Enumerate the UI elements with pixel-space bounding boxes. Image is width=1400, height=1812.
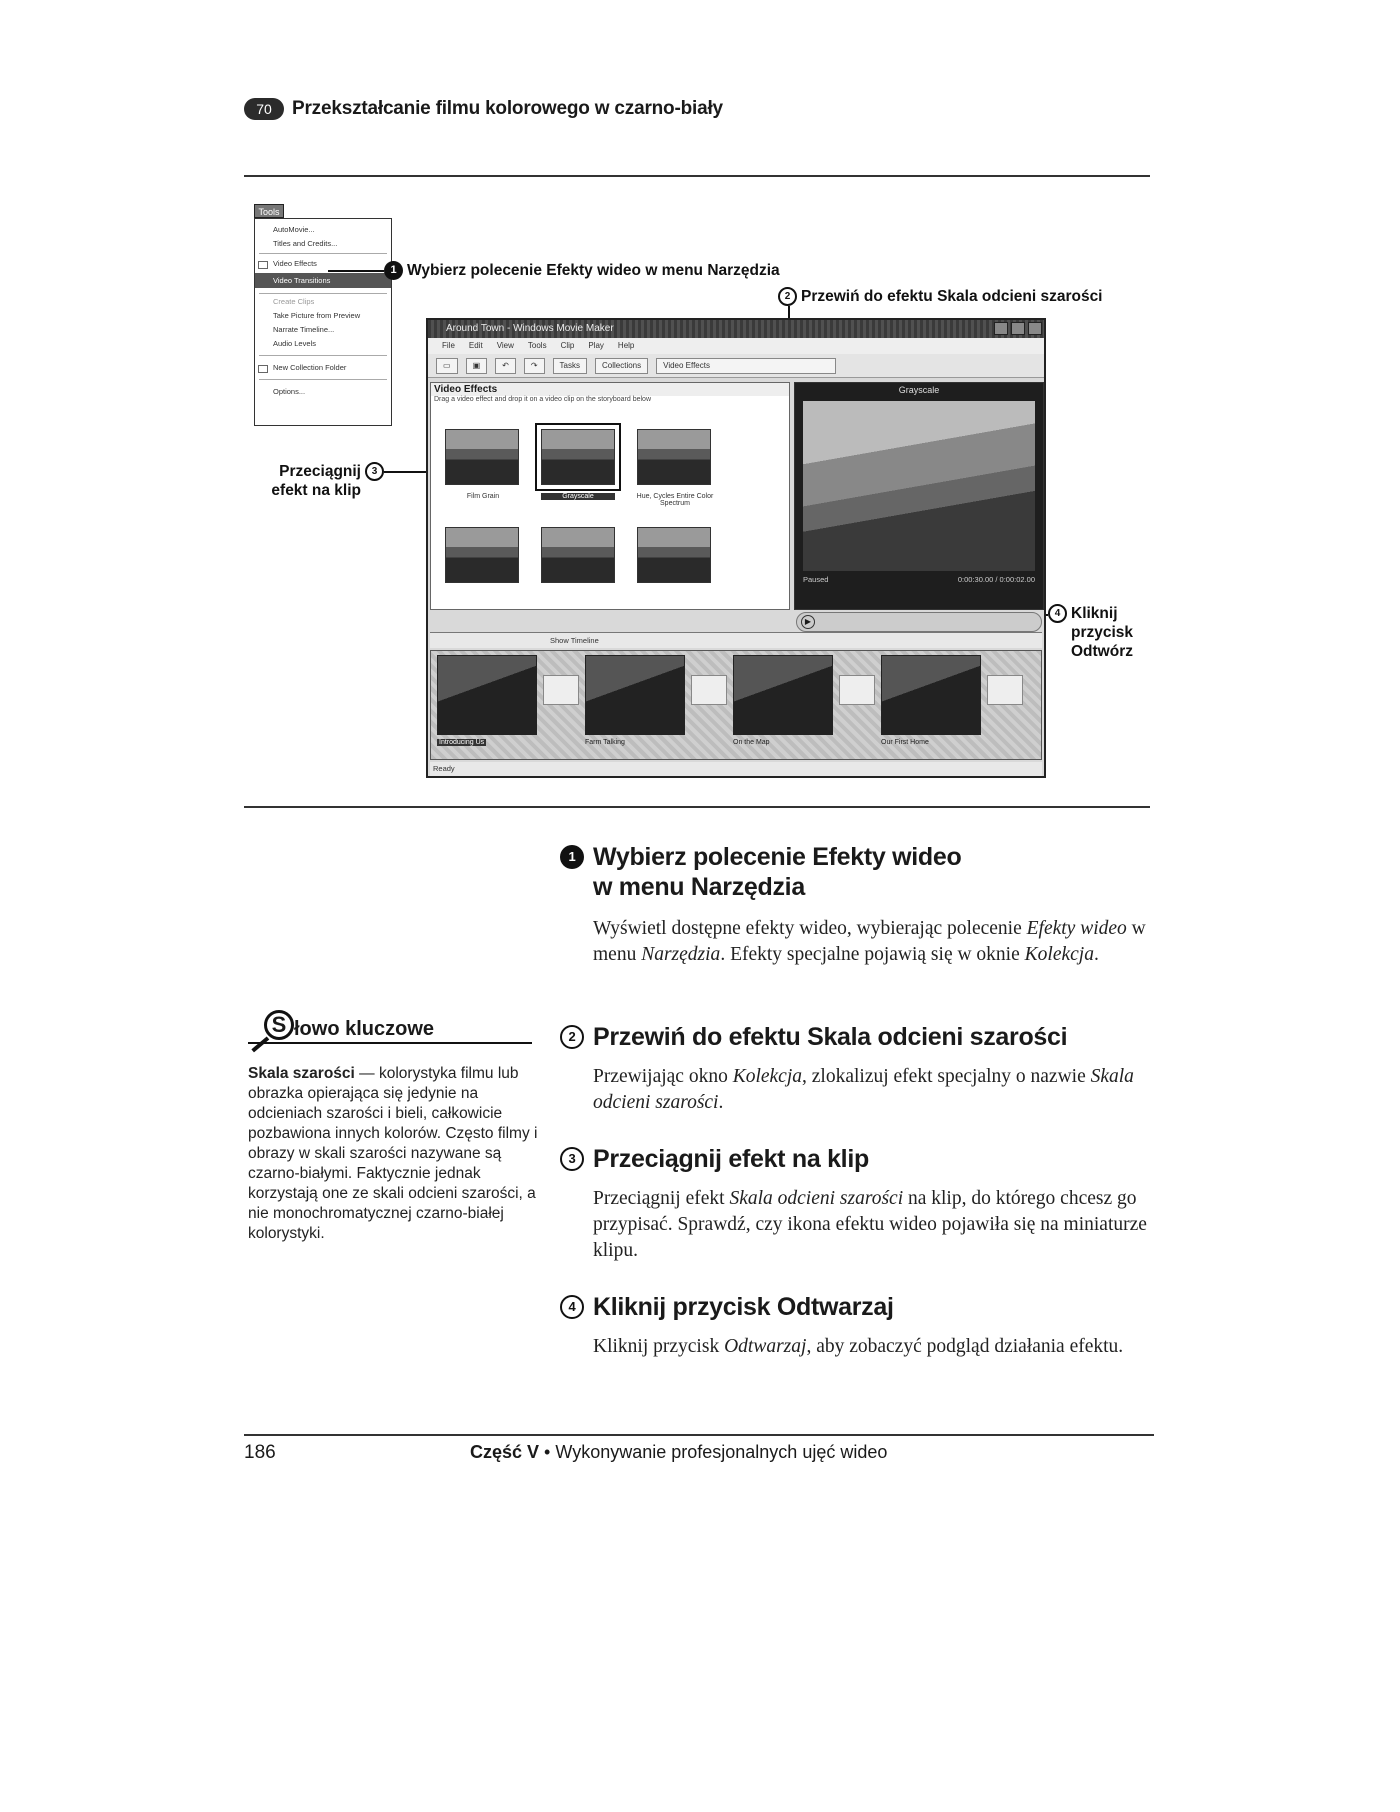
keyword-term: Skala szarości: [248, 1065, 355, 1082]
clip-label: Introducing Us: [439, 739, 485, 746]
effect-thumb[interactable]: [445, 527, 519, 583]
callout-4-text-line3: Odtwórz: [1071, 643, 1133, 660]
step-2-text: Przewijając okno: [593, 1066, 733, 1087]
callout-1-text: Wybierz polecenie Efekty wideo w menu Narzędzia: [407, 262, 780, 279]
page-title: Przekształcanie filmu kolorowego w czarno-biały: [292, 98, 723, 119]
storyboard-toolbar: [430, 632, 1042, 648]
undo-icon[interactable]: ↶: [495, 358, 516, 374]
step-1-body: [593, 916, 1153, 968]
menu-item-options[interactable]: Options...: [273, 387, 306, 396]
footer-rule: [244, 1434, 1154, 1436]
step-3-text: Przeciągnij efekt: [593, 1188, 730, 1209]
menu-item-audio-levels[interactable]: Audio Levels: [273, 339, 316, 348]
keyword-definition: [248, 1064, 538, 1244]
step-4-text: , aby zobaczyć podgląd działania efektu.: [806, 1336, 1124, 1357]
callout-2-text: Przewiń do efektu Skala odcieni szarości: [801, 288, 1103, 305]
storyboard-clip[interactable]: [733, 655, 833, 735]
keyword-box-header: [248, 1010, 532, 1044]
step-4-title: Kliknij przycisk Odtwarzaj: [593, 1293, 894, 1321]
callout-1-number: 1: [384, 261, 403, 280]
close-icon[interactable]: [1028, 322, 1042, 335]
storyboard: [430, 650, 1042, 760]
step-3-number: 3: [560, 1147, 584, 1171]
new-project-icon[interactable]: ▭: [436, 358, 458, 374]
step-1-number: 1: [560, 845, 584, 869]
callout-4: [1048, 604, 1133, 661]
footer-part-name: Wykonywanie profesjonalnych ujęć wideo: [555, 1442, 888, 1462]
preview-status-bar: [803, 575, 1035, 584]
step-3-title: Przeciągnij efekt na klip: [593, 1145, 869, 1173]
menu-item-titles[interactable]: Titles and Credits...: [273, 239, 338, 248]
step-2-number: 2: [560, 1025, 584, 1049]
step-3-text: na klip, do którego chcesz go przypisać. Sprawdź, czy ikona efektu wideo pojawiła się na miniaturze klipu.: [593, 1188, 1147, 1261]
redo-icon[interactable]: ↷: [524, 358, 545, 374]
menu-help[interactable]: Help: [617, 341, 635, 350]
menu-item-video-transitions[interactable]: Video Transitions: [255, 273, 391, 288]
step-2-term: Skala odcieni szarości: [593, 1066, 1134, 1113]
figure-bottom-rule: [244, 806, 1150, 808]
step-4-term: Odtwarzaj: [724, 1336, 807, 1357]
preview-state: Paused: [803, 575, 829, 584]
effect-thumb-grayscale[interactable]: [541, 429, 615, 485]
step-4-text: Kliknij przycisk: [593, 1336, 725, 1357]
preview-time: 0:00:30.00 / 0:00:02.00: [957, 575, 1035, 584]
menu-separator: [259, 379, 387, 380]
step-3-term: Skala odcieni szarości: [729, 1188, 904, 1209]
step-2-title: Przewiń do efektu Skala odcieni szarości: [593, 1023, 1068, 1051]
tools-menu: [254, 218, 392, 426]
step-2-heading: [560, 1022, 1067, 1052]
step-1-text: w menu: [593, 918, 1146, 965]
menu-item-new-collection-folder[interactable]: New Collection Folder: [273, 363, 347, 372]
transition-slot[interactable]: [543, 675, 579, 705]
callout-4-text-line2: przycisk: [1071, 624, 1134, 641]
clip-label: On the Map: [733, 739, 770, 746]
callout-3-text-line2: efekt na klip: [271, 482, 361, 499]
effect-label-film-grain: Film Grain: [466, 493, 500, 500]
step-1-text: Wyświetl dostępne efekty wideo, wybierając polecenie: [593, 918, 1027, 939]
footer-part-title: [470, 1442, 887, 1463]
menu-edit[interactable]: Edit: [468, 341, 483, 350]
keyword-box-rule: [248, 1042, 532, 1044]
menu-item-create-clips[interactable]: Create Clips: [273, 297, 315, 306]
menu-separator: [259, 355, 387, 356]
footer-bullet: •: [539, 1442, 556, 1462]
window-toolbar: [428, 354, 1044, 378]
magnifier-handle: [251, 1036, 269, 1052]
preview-monitor: [794, 382, 1044, 610]
effect-thumb-film-grain[interactable]: [445, 429, 519, 485]
callout-3-number: 3: [365, 462, 384, 481]
menu-item-narrate-timeline[interactable]: Narrate Timeline...: [273, 325, 335, 334]
step-2-body: [593, 1064, 1153, 1116]
step-1-title-line1: Wybierz polecenie Efekty wideo: [593, 843, 962, 871]
video-effects-icon: [258, 261, 268, 269]
play-icon[interactable]: ▶: [801, 615, 815, 629]
step-1-term: Narzędzia: [641, 944, 721, 965]
tasks-button[interactable]: Tasks: [553, 358, 587, 374]
menu-item-video-effects[interactable]: Video Effects: [273, 259, 317, 268]
callout-4-text-line1: Kliknij: [1071, 605, 1118, 622]
callout-2-number: 2: [778, 287, 797, 306]
preview-image: [803, 401, 1035, 571]
menu-tools[interactable]: Tools: [527, 341, 547, 350]
step-1-text: . Efekty specjalne pojawią się w oknie: [720, 944, 1025, 965]
header-rule: [244, 175, 1150, 177]
menu-separator: [259, 293, 387, 294]
effect-label-hue-cycles: Hue, Cycles Entire Color Spectrum: [636, 493, 714, 507]
step-1-heading: [560, 842, 961, 902]
effect-thumb-hue-cycles[interactable]: [637, 429, 711, 485]
step-4-body: [593, 1334, 1153, 1360]
effect-label-grayscale: Grayscale: [541, 493, 615, 500]
callout-2: [778, 287, 1103, 306]
menu-item-take-picture[interactable]: Take Picture from Preview: [273, 311, 361, 320]
video-effects-panel: [430, 382, 790, 610]
step-3-heading: [560, 1144, 869, 1174]
window-status-bar: Ready: [430, 762, 1042, 776]
step-1-title-line2: w menu Narzędzia: [593, 873, 805, 901]
folder-icon: [258, 365, 268, 373]
window-title-bar: [428, 320, 1044, 338]
show-timeline-button[interactable]: Show Timeline: [550, 636, 599, 645]
clip-label: Our First Home: [881, 739, 929, 746]
location-dropdown[interactable]: Video Effects: [656, 358, 836, 374]
storyboard-clip[interactable]: [437, 655, 537, 735]
callout-3: [264, 462, 384, 500]
keyword-definition-text: — kolorystyka filmu lub obrazka opierająca się jedynie na odcieniach szarości i bieli, całkowicie pozbawiona innych kolorów. Często filmy i obrazy w skali szarości nazywane są czarno-białymi. Faktycznie jednak korzystają one ze skali odcieni szarości, a nie monochromatycznej czarno-białej kolorystyki.: [248, 1065, 538, 1242]
panel-title: Video Effects: [431, 383, 789, 396]
menu-separator: [259, 253, 387, 254]
transition-slot[interactable]: [691, 675, 727, 705]
collections-button[interactable]: Collections: [595, 358, 648, 374]
step-2-text: , zlokalizuj efekt specjalny o nazwie: [802, 1066, 1091, 1087]
step-4-heading: [560, 1292, 894, 1322]
transition-slot[interactable]: [839, 675, 875, 705]
minimize-icon[interactable]: [994, 322, 1008, 335]
window-menu-bar: [428, 338, 1044, 354]
clip-label: Farm Talking: [585, 739, 625, 746]
footer-part: Część V: [470, 1442, 540, 1462]
callout-4-number: 4: [1048, 604, 1067, 623]
menu-view[interactable]: View: [496, 341, 514, 350]
menu-item-automovie[interactable]: AutoMovie...: [273, 225, 315, 234]
storyboard-clip[interactable]: [881, 655, 981, 735]
effect-thumb[interactable]: [637, 527, 711, 583]
preview-title: Grayscale: [898, 385, 940, 395]
page-header: [244, 98, 723, 120]
callout-3-text-line1: Przeciągnij: [279, 463, 361, 480]
magnifier-icon: S: [264, 1010, 294, 1040]
keyword-box-title: łowo kluczowe: [294, 1018, 435, 1040]
storyboard-clip[interactable]: [585, 655, 685, 735]
step-2-term: Kolekcja: [732, 1066, 803, 1087]
tools-menu-button[interactable]: Tools: [254, 204, 284, 218]
step-2-text: .: [718, 1092, 724, 1113]
transition-slot[interactable]: [987, 675, 1023, 705]
step-1-term: Efekty wideo: [1026, 918, 1127, 939]
callout-1-leader: [328, 270, 384, 272]
maximize-icon[interactable]: [1011, 322, 1025, 335]
step-1-text: .: [1093, 944, 1099, 965]
menu-file[interactable]: File: [442, 341, 455, 350]
save-icon[interactable]: ▣: [466, 358, 488, 374]
screenshot-figure: [244, 190, 1150, 790]
page-number: 186: [244, 1442, 276, 1463]
effect-thumb[interactable]: [541, 527, 615, 583]
task-number-badge: 70: [244, 98, 284, 120]
panel-instructions: Drag a video effect and drop it on a video clip on the storyboard below: [434, 396, 652, 403]
playback-controls: [796, 612, 1042, 632]
window-title: Around Town - Windows Movie Maker: [446, 323, 614, 334]
callout-1: [384, 261, 780, 280]
step-1-term: Kolekcja: [1024, 944, 1094, 965]
step-4-number: 4: [560, 1295, 584, 1319]
step-3-body: [593, 1186, 1153, 1264]
movie-maker-window: [426, 318, 1046, 778]
menu-play[interactable]: Play: [588, 341, 604, 350]
menu-clip[interactable]: Clip: [560, 341, 575, 350]
